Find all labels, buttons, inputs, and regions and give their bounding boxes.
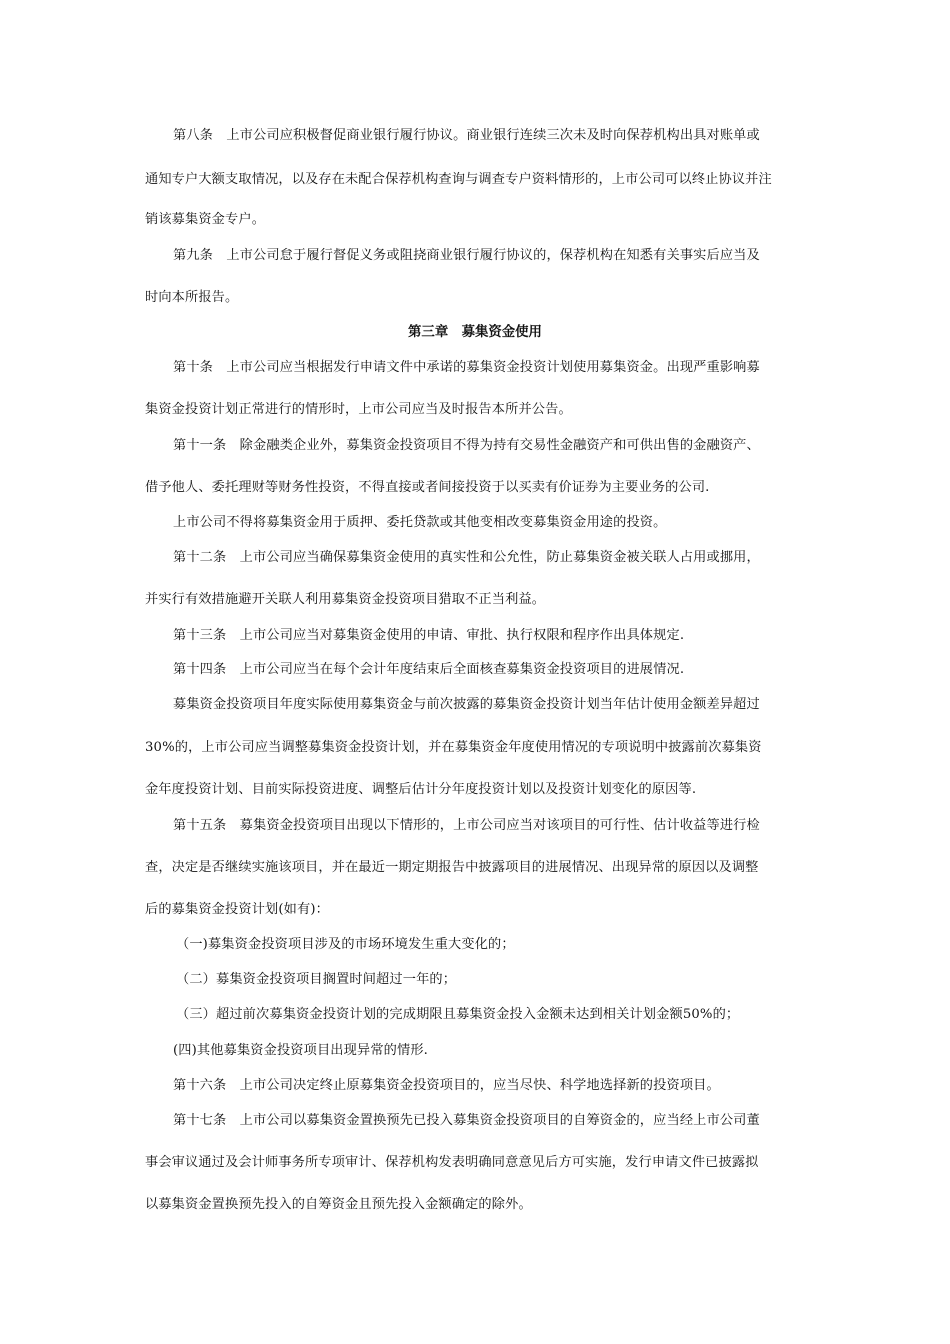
article-17-line-3: 以募集资金置换预先投入的自筹资金且预先投入金额确定的除外。 bbox=[145, 1197, 532, 1212]
article-14-para-2-line-3: 金年度投资计划、目前实际投资进度、调整后估计分年度投资计划以及投资计划变化的原因等. bbox=[145, 782, 697, 797]
article-10-line-2: 集资金投资计划正常进行的情形时，上市公司应当及时报告本所并公告。 bbox=[145, 402, 572, 417]
article-15-line-3: 后的募集资金投资计划(如有)： bbox=[145, 902, 329, 917]
article-17-line-2: 事会审议通过及会计师事务所专项审计、保荐机构发表明确同意意见后方可实施，发行申请文件已披露拟 bbox=[145, 1155, 759, 1170]
article-11-line-1: 第十一条 除金融类企业外，募集资金投资项目不得为持有交易性金融资产和可供出售的金融资产、 bbox=[173, 438, 760, 453]
article-14-para-2-line-2: 30%的，上市公司应当调整募集资金投资计划，并在募集资金年度使用情况的专项说明中披露前次募集资 bbox=[145, 740, 762, 755]
article-8-line-1: 第八条 上市公司应积极督促商业银行履行协议。商业银行连续三次未及时向保荐机构出具对账单或 bbox=[173, 128, 760, 143]
article-8-line-3: 销该募集资金专户。 bbox=[145, 212, 266, 227]
article-17-line-1: 第十七条 上市公司以募集资金置换预先已投入募集资金投资项目的自筹资金的，应当经上市公司董 bbox=[173, 1113, 760, 1128]
article-10-line-1: 第十条 上市公司应当根据发行申请文件中承诺的募集资金投资计划使用募集资金。出现严重影响募 bbox=[173, 360, 760, 375]
chapter-heading: 第三章 募集资金使用 bbox=[408, 325, 542, 340]
article-12-line-2: 并实行有效措施避开关联人利用募集资金投资项目猎取不正当利益。 bbox=[145, 592, 546, 607]
article-14-para-2-line-1: 募集资金投资项目年度实际使用募集资金与前次披露的募集资金投资计划当年估计使用金额差异超过 bbox=[173, 697, 760, 712]
article-15-item-4: (四)其他募集资金投资项目出现异常的情形. bbox=[173, 1043, 429, 1058]
article-12-line-1: 第十二条 上市公司应当确保募集资金使用的真实性和公允性，防止募集资金被关联人占用或挪用， bbox=[173, 550, 760, 565]
article-15-line-1: 第十五条 募集资金投资项目出现以下情形的，上市公司应当对该项目的可行性、估计收益等进行检 bbox=[173, 818, 760, 833]
article-9-line-2: 时向本所报告。 bbox=[145, 290, 239, 305]
article-15-line-2: 查，决定是否继续实施该项目，并在最近一期定期报告中披露项目的进展情况、出现异常的原因以及调整 bbox=[145, 860, 759, 875]
article-9-line-1: 第九条 上市公司怠于履行督促义务或阻挠商业银行履行协议的，保荐机构在知悉有关事实后应当及 bbox=[173, 248, 760, 263]
article-14: 第十四条 上市公司应当在每个会计年度结束后全面核查募集资金投资项目的进展情况. bbox=[173, 662, 685, 677]
article-11-line-2: 借予他人、委托理财等财务性投资，不得直接或者间接投资于以买卖有价证券为主要业务的公司. bbox=[145, 480, 710, 495]
article-15-item-1: （一)募集资金投资项目涉及的市场环境发生重大变化的； bbox=[176, 937, 515, 952]
article-15-item-3: （三）超过前次募集资金投资计划的完成期限且募集资金投入金额未达到相关计划金额50%的； bbox=[176, 1007, 740, 1022]
article-11-para-2: 上市公司不得将募集资金用于质押、委托贷款或其他变相改变募集资金用途的投资。 bbox=[173, 515, 667, 530]
article-16: 第十六条 上市公司决定终止原募集资金投资项目的，应当尽快、科学地选择新的投资项目。 bbox=[173, 1078, 720, 1093]
article-8-line-2: 通知专户大额支取情况，以及存在未配合保荐机构查询与调查专户资料情形的，上市公司可以终止协议并注 bbox=[145, 172, 772, 187]
article-15-item-2: （二）募集资金投资项目搁置时间超过一年的； bbox=[176, 972, 457, 987]
article-13: 第十三条 上市公司应当对募集资金使用的申请、审批、执行权限和程序作出具体规定. bbox=[173, 628, 685, 643]
